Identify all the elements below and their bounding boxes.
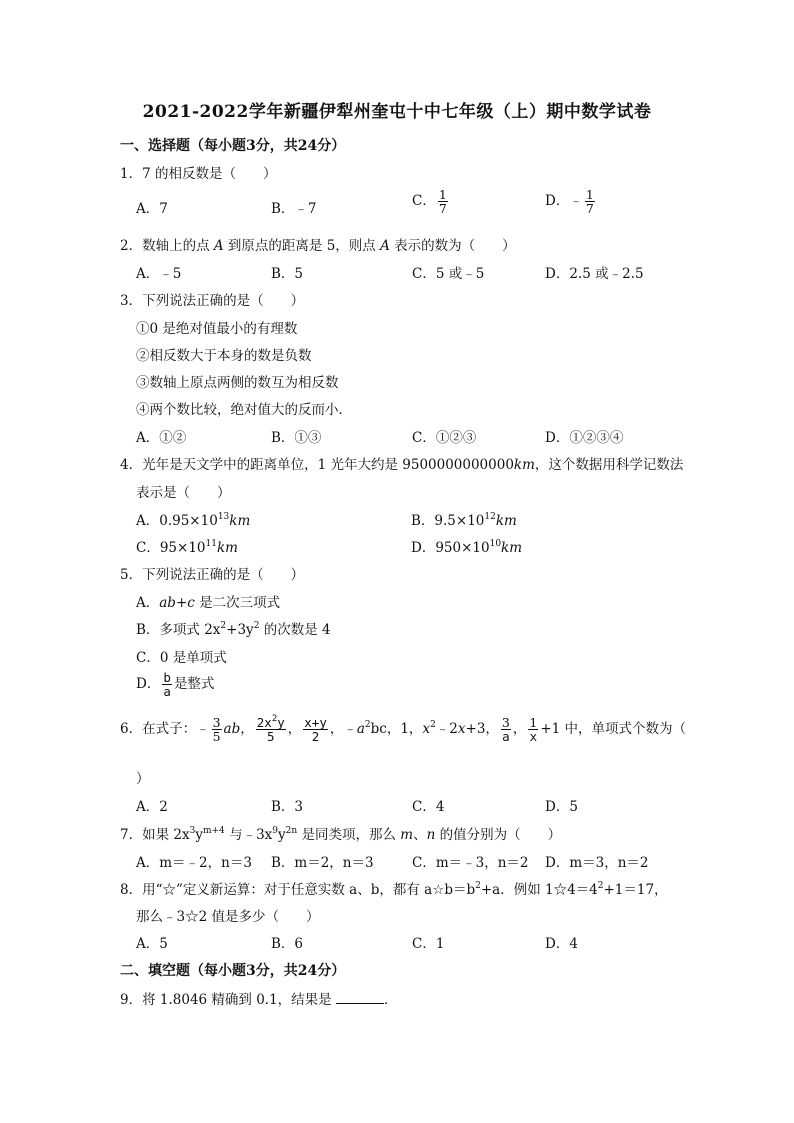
q4-option-a: A．$0.95\times 10^{13}km$ [136, 512, 251, 529]
q3-statement-3: ③数轴上原点两侧的数互为相反数 [136, 375, 339, 391]
q3-statement-2: ②相反数大于本身的数是负数 [136, 348, 312, 364]
question-2-stem: 2．数轴上的点 A 到原点的距离是 5，则点 A 表示的数为（ ） [120, 238, 516, 254]
q3-statement-4: ④两个数比较，绝对值大的反而小． [136, 402, 352, 418]
q8-option-b: B．6 [271, 936, 304, 952]
q5-option-a: A．ab+c 是二次三项式 [136, 595, 281, 611]
question-8-stem: 8．用“☆”定义新运算：对于任意实数 a、b，都有 $a☆b=b^2+a$．例如 $1☆4=4^2+1=17$， [120, 881, 668, 898]
q5-option-d: D． $\frac{b}{a}$ 是整式 [136, 670, 215, 700]
q6-option-a: A．2 [136, 799, 168, 815]
q6-option-d: D．5 [545, 799, 578, 815]
q1-option-c: C． $\frac{1}{7}$ [412, 187, 447, 217]
question-8-stem-cont: 那么﹣3☆2 值是多少（ ） [136, 909, 320, 925]
q4-option-d: D．$950\times 10^{10}km$ [411, 539, 523, 556]
question-3-stem: 3．下列说法正确的是（ ） [120, 293, 305, 309]
q7-option-a: A．m＝﹣2，n＝3 [136, 855, 252, 871]
q1-option-b: B．﹣7 [271, 201, 317, 217]
question-4-stem-cont: 表示是（ ） [136, 485, 231, 501]
q7-option-b: B．m＝2，n＝3 [271, 855, 374, 871]
q7-option-d: D．m＝3，n＝2 [545, 855, 649, 871]
q1-option-d: D．﹣ $\frac{1}{7}$ [545, 187, 594, 217]
question-4-stem: 4．光年是天文学中的距离单位，1 光年大约是 9500000000000km，这个数据用科学记数法 [120, 457, 684, 473]
q4-option-c: C．$95\times 10^{11}km$ [136, 539, 238, 556]
q3-option-c: C．①②③ [412, 430, 477, 446]
q2-option-b: B．5 [271, 266, 304, 282]
q5-option-c: C．0 是单项式 [136, 650, 227, 666]
question-1-stem: 1．7 的相反数是（ ） [120, 166, 277, 182]
q8-option-a: A．5 [136, 936, 168, 952]
question-7-stem: 7．如果 $2x^3y^{m+4}$ 与$﹣3x^9y^{2n}$ 是同类项，那么 m、n 的值分别为（ ） [120, 826, 562, 843]
q6-option-c: C．4 [412, 799, 445, 815]
question-5-stem: 5．下列说法正确的是（ ） [120, 567, 305, 583]
q5-option-b: B．多项式 $2x^2+3y^2$ 的次数是 4 [136, 621, 331, 638]
q7-option-c: C．m＝﹣3，n＝2 [412, 855, 529, 871]
q2-option-c: C．5 或﹣5 [412, 266, 485, 282]
question-6-stem-close: ） [136, 771, 150, 787]
q3-option-a: A．①② [136, 430, 187, 446]
q3-option-d: D．①②③④ [545, 430, 624, 446]
q3-option-b: B．①③ [271, 430, 322, 446]
q1-option-a: A．7 [136, 201, 168, 217]
q8-option-d: D．4 [545, 936, 578, 952]
q8-option-c: C．1 [412, 936, 445, 952]
answer-blank[interactable] [336, 991, 384, 1004]
page-title: 2021-2022学年新疆伊犁州奎屯十中七年级（上）期中数学试卷 [142, 102, 652, 122]
section-heading-choice: 一、选择题（每小题3分，共24分） [120, 138, 346, 154]
section-heading-fill: 二、填空题（每小题3分，共24分） [120, 963, 346, 979]
question-9-stem: 9．将 1.8046 精确到 0.1，结果是 ． [120, 992, 398, 1008]
question-6-stem: 6．在式子：﹣ $\frac{3}{5}$ ab， $\frac{2x^2y}{5}$ ， $\frac{x+y}{2}$ ，$﹣a^2bc$，1，$x^2﹣2x+3$， $\frac{3}{a}$ ， $\frac{1}{x}$ +1 中，单项式个数为（ [120, 714, 687, 745]
q3-statement-1: ①0 是绝对值最小的有理数 [136, 321, 298, 337]
q4-option-b: B．$9.5\times 10^{12}km$ [411, 512, 517, 529]
q6-option-b: B．3 [271, 799, 304, 815]
q2-option-d: D．2.5 或﹣2.5 [545, 266, 644, 282]
q2-option-a: A．﹣5 [136, 266, 182, 282]
